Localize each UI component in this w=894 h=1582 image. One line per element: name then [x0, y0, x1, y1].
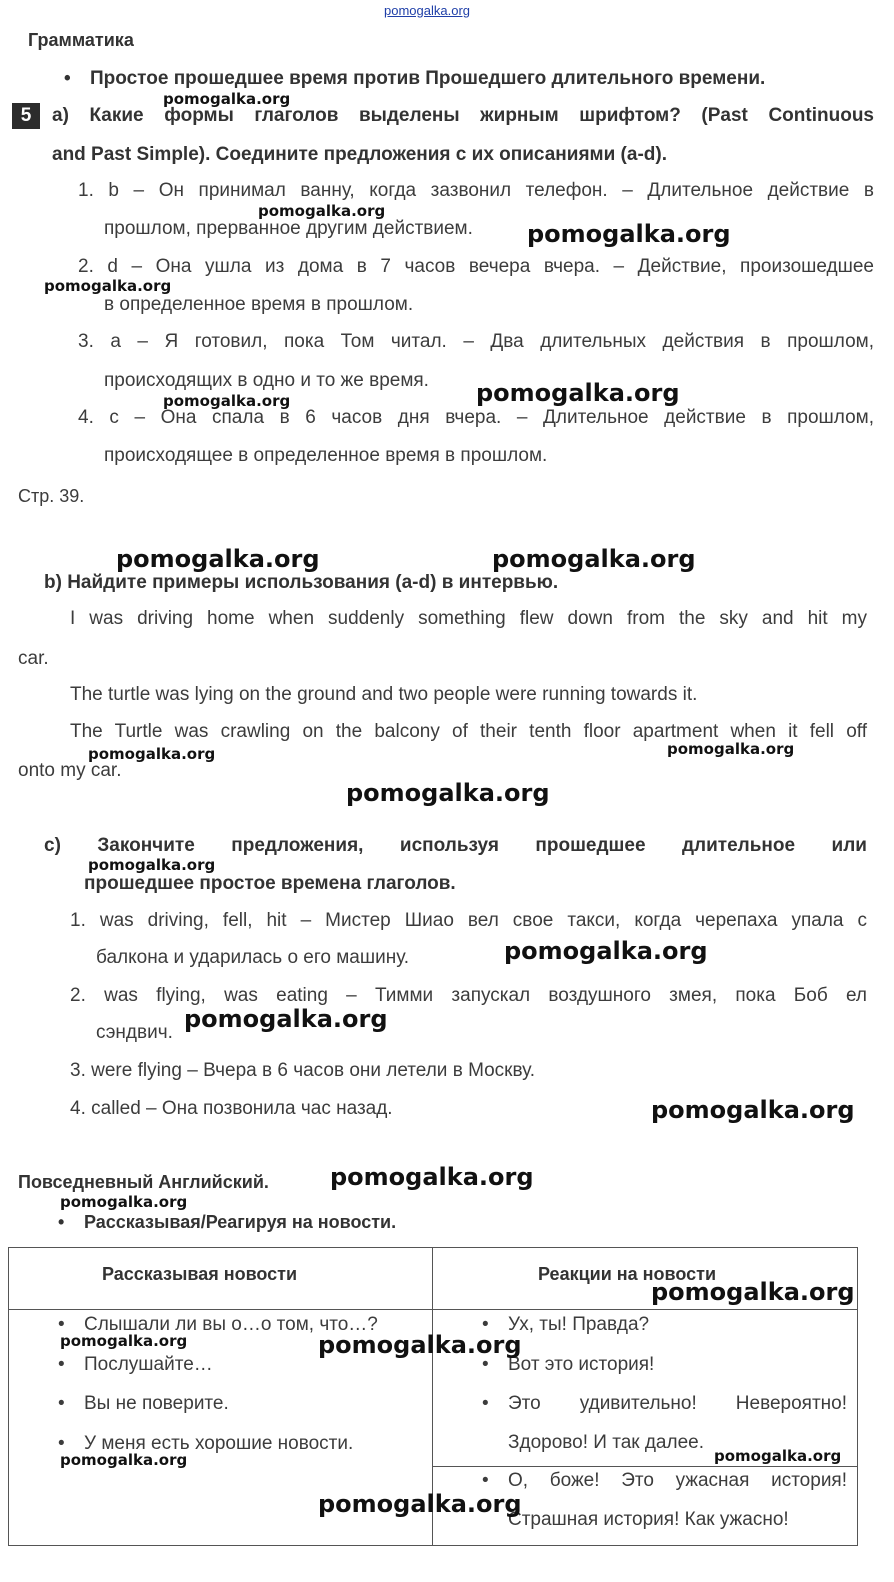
table-col2-item-3-line1: • Это удивительно! Невероятно!	[508, 1393, 847, 1415]
table-border-right	[857, 1247, 858, 1545]
watermark: pomogalka.org	[163, 392, 291, 410]
task-a-item-2-line1: 2. d – Она ушла из дома в 7 часов вечера вчера. – Действие, произошедшее	[78, 256, 874, 277]
watermark: pomogalka.org	[163, 90, 291, 108]
table-header-divider	[8, 1309, 858, 1310]
task-c-title-line1: c) Закончите предложения, используя прошедшее длительное или	[44, 835, 867, 856]
task-c-item-1-line1: 1. was driving, fell, hit – Мистер Шиао вел свое такси, когда черепаха упала с	[70, 910, 867, 931]
task-b-p1-line1: I was driving home when suddenly something flew down from the sky and hit my	[70, 608, 867, 629]
page-ref: Стр. 39.	[18, 486, 85, 506]
task-a-line1: a) Какие формы глаголов выделены жирным шрифтом? (Past Continuous	[52, 105, 874, 126]
table-col1-item-1: • Слышали ли вы о…о том, что…?	[84, 1314, 378, 1336]
table-col1-item-2: • Послушайте…	[84, 1354, 213, 1376]
everyday-bullet: • Рассказывая/Реагируя на новости.	[84, 1212, 396, 1233]
watermark: pomogalka.org	[330, 1163, 534, 1191]
task-b-p3-line1: The Turtle was crawling on the balcony of their tenth floor apartment when it fell off	[70, 721, 867, 742]
watermark: pomogalka.org	[88, 856, 216, 874]
task-c-item-2-line2: сэндвич.	[96, 1022, 173, 1043]
grammar-title: Грамматика	[28, 30, 134, 50]
task-c-item-2-line1: 2. was flying, was eating – Тимми запускал воздушного змея, пока Боб ел	[70, 985, 867, 1006]
watermark: pomogalka.org	[60, 1193, 188, 1211]
table-border-bottom	[8, 1545, 858, 1546]
task-c-item-1-line2: балкона и ударилась о его машину.	[96, 947, 410, 968]
task-c-title-line2: прошедшее простое времена глаголов.	[84, 873, 456, 894]
table-col1-item-4: • У меня есть хорошие новости.	[84, 1433, 353, 1455]
task-a-item-3-line2: происходящих в одно и то же время.	[104, 370, 429, 391]
task-a-line2: and Past Simple). Соедините предложения с их описаниями (a-d).	[52, 144, 667, 165]
table-col2-bottom-line1: • О, боже! Это ужасная история!	[508, 1470, 847, 1492]
table-col2-item-3-line2: Здорово! И так далее.	[508, 1432, 705, 1453]
watermark: pomogalka.org	[258, 202, 386, 220]
table-border-top	[8, 1247, 858, 1248]
watermark: pomogalka.org	[651, 1096, 855, 1124]
table-right-divider	[432, 1466, 858, 1467]
task-a-item-1-line1: 1. b – Он принимал ванну, когда зазвонил телефон. – Длительное действие в	[78, 180, 874, 201]
table-col2-item-2: • Вот это история!	[508, 1354, 654, 1376]
watermark: pomogalka.org	[714, 1447, 842, 1465]
watermark: pomogalka.org	[184, 1005, 388, 1033]
watermark: pomogalka.org	[346, 779, 550, 807]
watermark: pomogalka.org	[318, 1490, 522, 1518]
table-col1-header: Рассказывая новости	[102, 1264, 298, 1284]
task-a-item-3-line1: 3. a – Я готовил, пока Том читал. – Два длительных действия в прошлом,	[78, 331, 874, 352]
task-c-item-4: 4. called – Она позвонила час назад.	[70, 1098, 393, 1119]
header-site-link[interactable]: pomogalka.org	[384, 3, 470, 18]
task-b-p2: The turtle was lying on the ground and two people were running towards it.	[70, 684, 698, 705]
task-a-item-1-line2: прошлом, прерванное другим действием.	[104, 218, 473, 239]
watermark: pomogalka.org	[60, 1332, 188, 1350]
task-a-item-4-line2: происходящее в определенное время в прошлом.	[104, 445, 548, 466]
everyday-title: Повседневный Английский.	[18, 1172, 269, 1192]
task-c-item-3: 3. were flying – Вчера в 6 часов они летели в Москву.	[70, 1060, 536, 1081]
grammar-bullet: • Простое прошедшее время против Прошедшего длительного времени.	[90, 68, 765, 90]
exercise-number-badge: 5	[12, 103, 40, 129]
watermark: pomogalka.org	[651, 1278, 855, 1306]
watermark: pomogalka.org	[88, 745, 216, 763]
task-a-item-4-line1: 4. c – Она спала в 6 часов дня вчера. – Длительное действие в прошлом,	[78, 407, 874, 428]
table-col2-bottom-line2: Страшная история! Как ужасно!	[508, 1509, 789, 1530]
table-col1-item-3: • Вы не поверите.	[84, 1393, 229, 1415]
watermark: pomogalka.org	[504, 937, 708, 965]
table-col2-header: Реакции на новости	[538, 1264, 717, 1284]
watermark: pomogalka.org	[667, 740, 795, 758]
watermark: pomogalka.org	[318, 1331, 522, 1359]
watermark: pomogalka.org	[527, 220, 731, 248]
task-a-item-2-line2: в определенное время в прошлом.	[104, 294, 414, 315]
task-b-p3-line2: onto my car.	[18, 760, 122, 781]
task-b-title: b) Найдите примеры использования (a-d) в интервью.	[44, 572, 559, 593]
task-b-p1-line2: car.	[18, 648, 49, 669]
table-border-left	[8, 1247, 9, 1545]
watermark: pomogalka.org	[60, 1451, 188, 1469]
watermark: pomogalka.org	[476, 379, 680, 407]
table-col2-item-1: • Ух, ты! Правда?	[508, 1314, 649, 1336]
watermark: pomogalka.org	[116, 545, 320, 573]
watermark: pomogalka.org	[44, 277, 172, 295]
watermark: pomogalka.org	[492, 545, 696, 573]
